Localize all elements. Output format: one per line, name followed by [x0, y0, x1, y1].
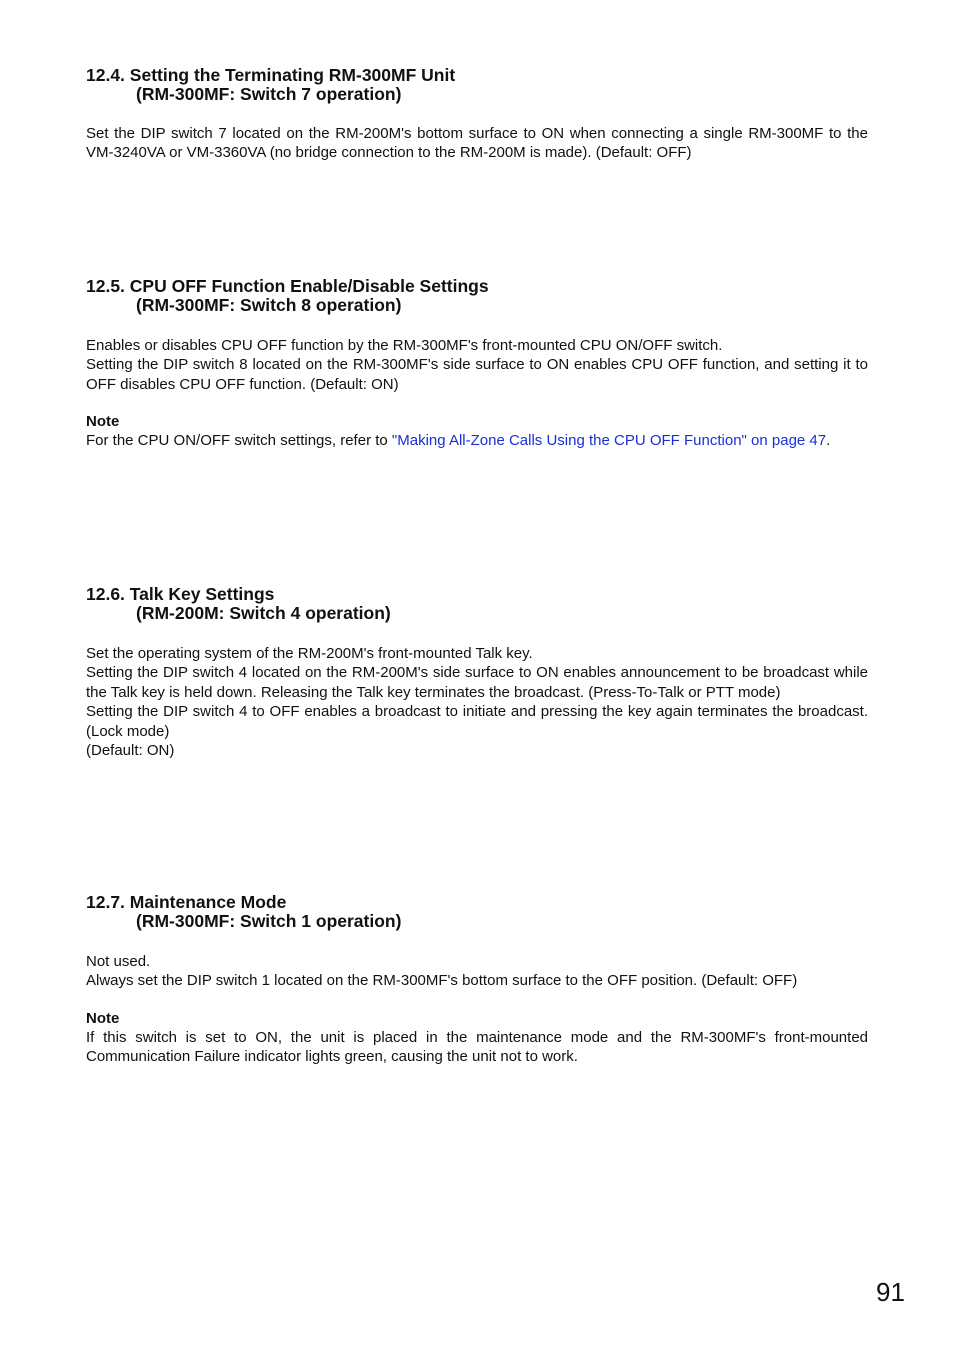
section-heading — [86, 277, 868, 315]
note-label: Note — [86, 413, 120, 431]
section-title: 12.5. CPU OFF Function Enable/Disable Settings — [86, 276, 489, 296]
section-subtitle: (RM-300MF: Switch 1 operation) — [136, 911, 402, 931]
paragraph: Setting the DIP switch 4 to OFF enables a broadcast to initiate and pressing the key again terminates the broadcast. (Lock mode) — [86, 703, 868, 740]
note-text — [86, 431, 868, 450]
section-title: 12.4. Setting the Terminating RM-300MF Unit — [86, 65, 456, 85]
section-heading — [86, 66, 868, 104]
note-text: If this switch is set to ON, the unit is placed in the maintenance mode and the RM-300MF's front-mounted Communication Failure indicator lights green, causing the unit not to work. — [86, 1028, 868, 1066]
paragraph: Set the operating system of the RM-200M's front-mounted Talk key. — [86, 645, 533, 662]
section-12-7 — [86, 893, 868, 1067]
page-number: 91 — [876, 1277, 905, 1307]
paragraph: Enables or disables CPU OFF function by the RM-300MF's front-mounted CPU ON/OFF switch. — [86, 337, 723, 354]
paragraph: Always set the DIP switch 1 located on the RM-300MF's bottom surface to the OFF position. (Default: OFF) — [86, 972, 798, 990]
section-heading — [86, 893, 868, 931]
section-subtitle: (RM-300MF: Switch 8 operation) — [136, 295, 402, 315]
section-heading — [86, 585, 868, 623]
note-text-after: . — [826, 432, 831, 450]
paragraph: Set the DIP switch 7 located on the RM-200M's bottom surface to ON when connecting a single RM-300MF to the VM-3240VA or VM-3360VA (no bridge connection to the RM-200M is made). (Default: OFF) — [86, 125, 868, 162]
cross-reference-link[interactable]: "Making All-Zone Calls Using the CPU OFF Function" on page 47 — [391, 432, 827, 450]
section-12-5 — [86, 277, 868, 451]
paragraph: Setting the DIP switch 8 located on the RM-300MF's side surface to ON enables CPU OFF function, and setting it to OFF disables CPU OFF function. (Default: ON) — [86, 356, 868, 393]
section-subtitle: (RM-300MF: Switch 7 operation) — [136, 84, 402, 104]
section-subtitle: (RM-200M: Switch 4 operation) — [136, 603, 391, 623]
section-title: 12.7. Maintenance Mode — [86, 892, 287, 912]
paragraph: (Default: ON) — [86, 742, 175, 760]
note-label: Note — [86, 1009, 120, 1027]
paragraph: Setting the DIP switch 4 located on the RM-200M's side surface to ON enables announcement to be broadcast while the Talk key is held down. Releasing the Talk key terminates the broadcast. (Press-To-Talk or PTT mode) — [86, 664, 868, 701]
note-text-before: For the CPU ON/OFF switch settings, refer to — [86, 432, 392, 450]
paragraph: Not used. — [86, 953, 151, 970]
section-12-4 — [86, 66, 868, 163]
section-12-6 — [86, 585, 868, 760]
section-title: 12.6. Talk Key Settings — [86, 584, 275, 604]
